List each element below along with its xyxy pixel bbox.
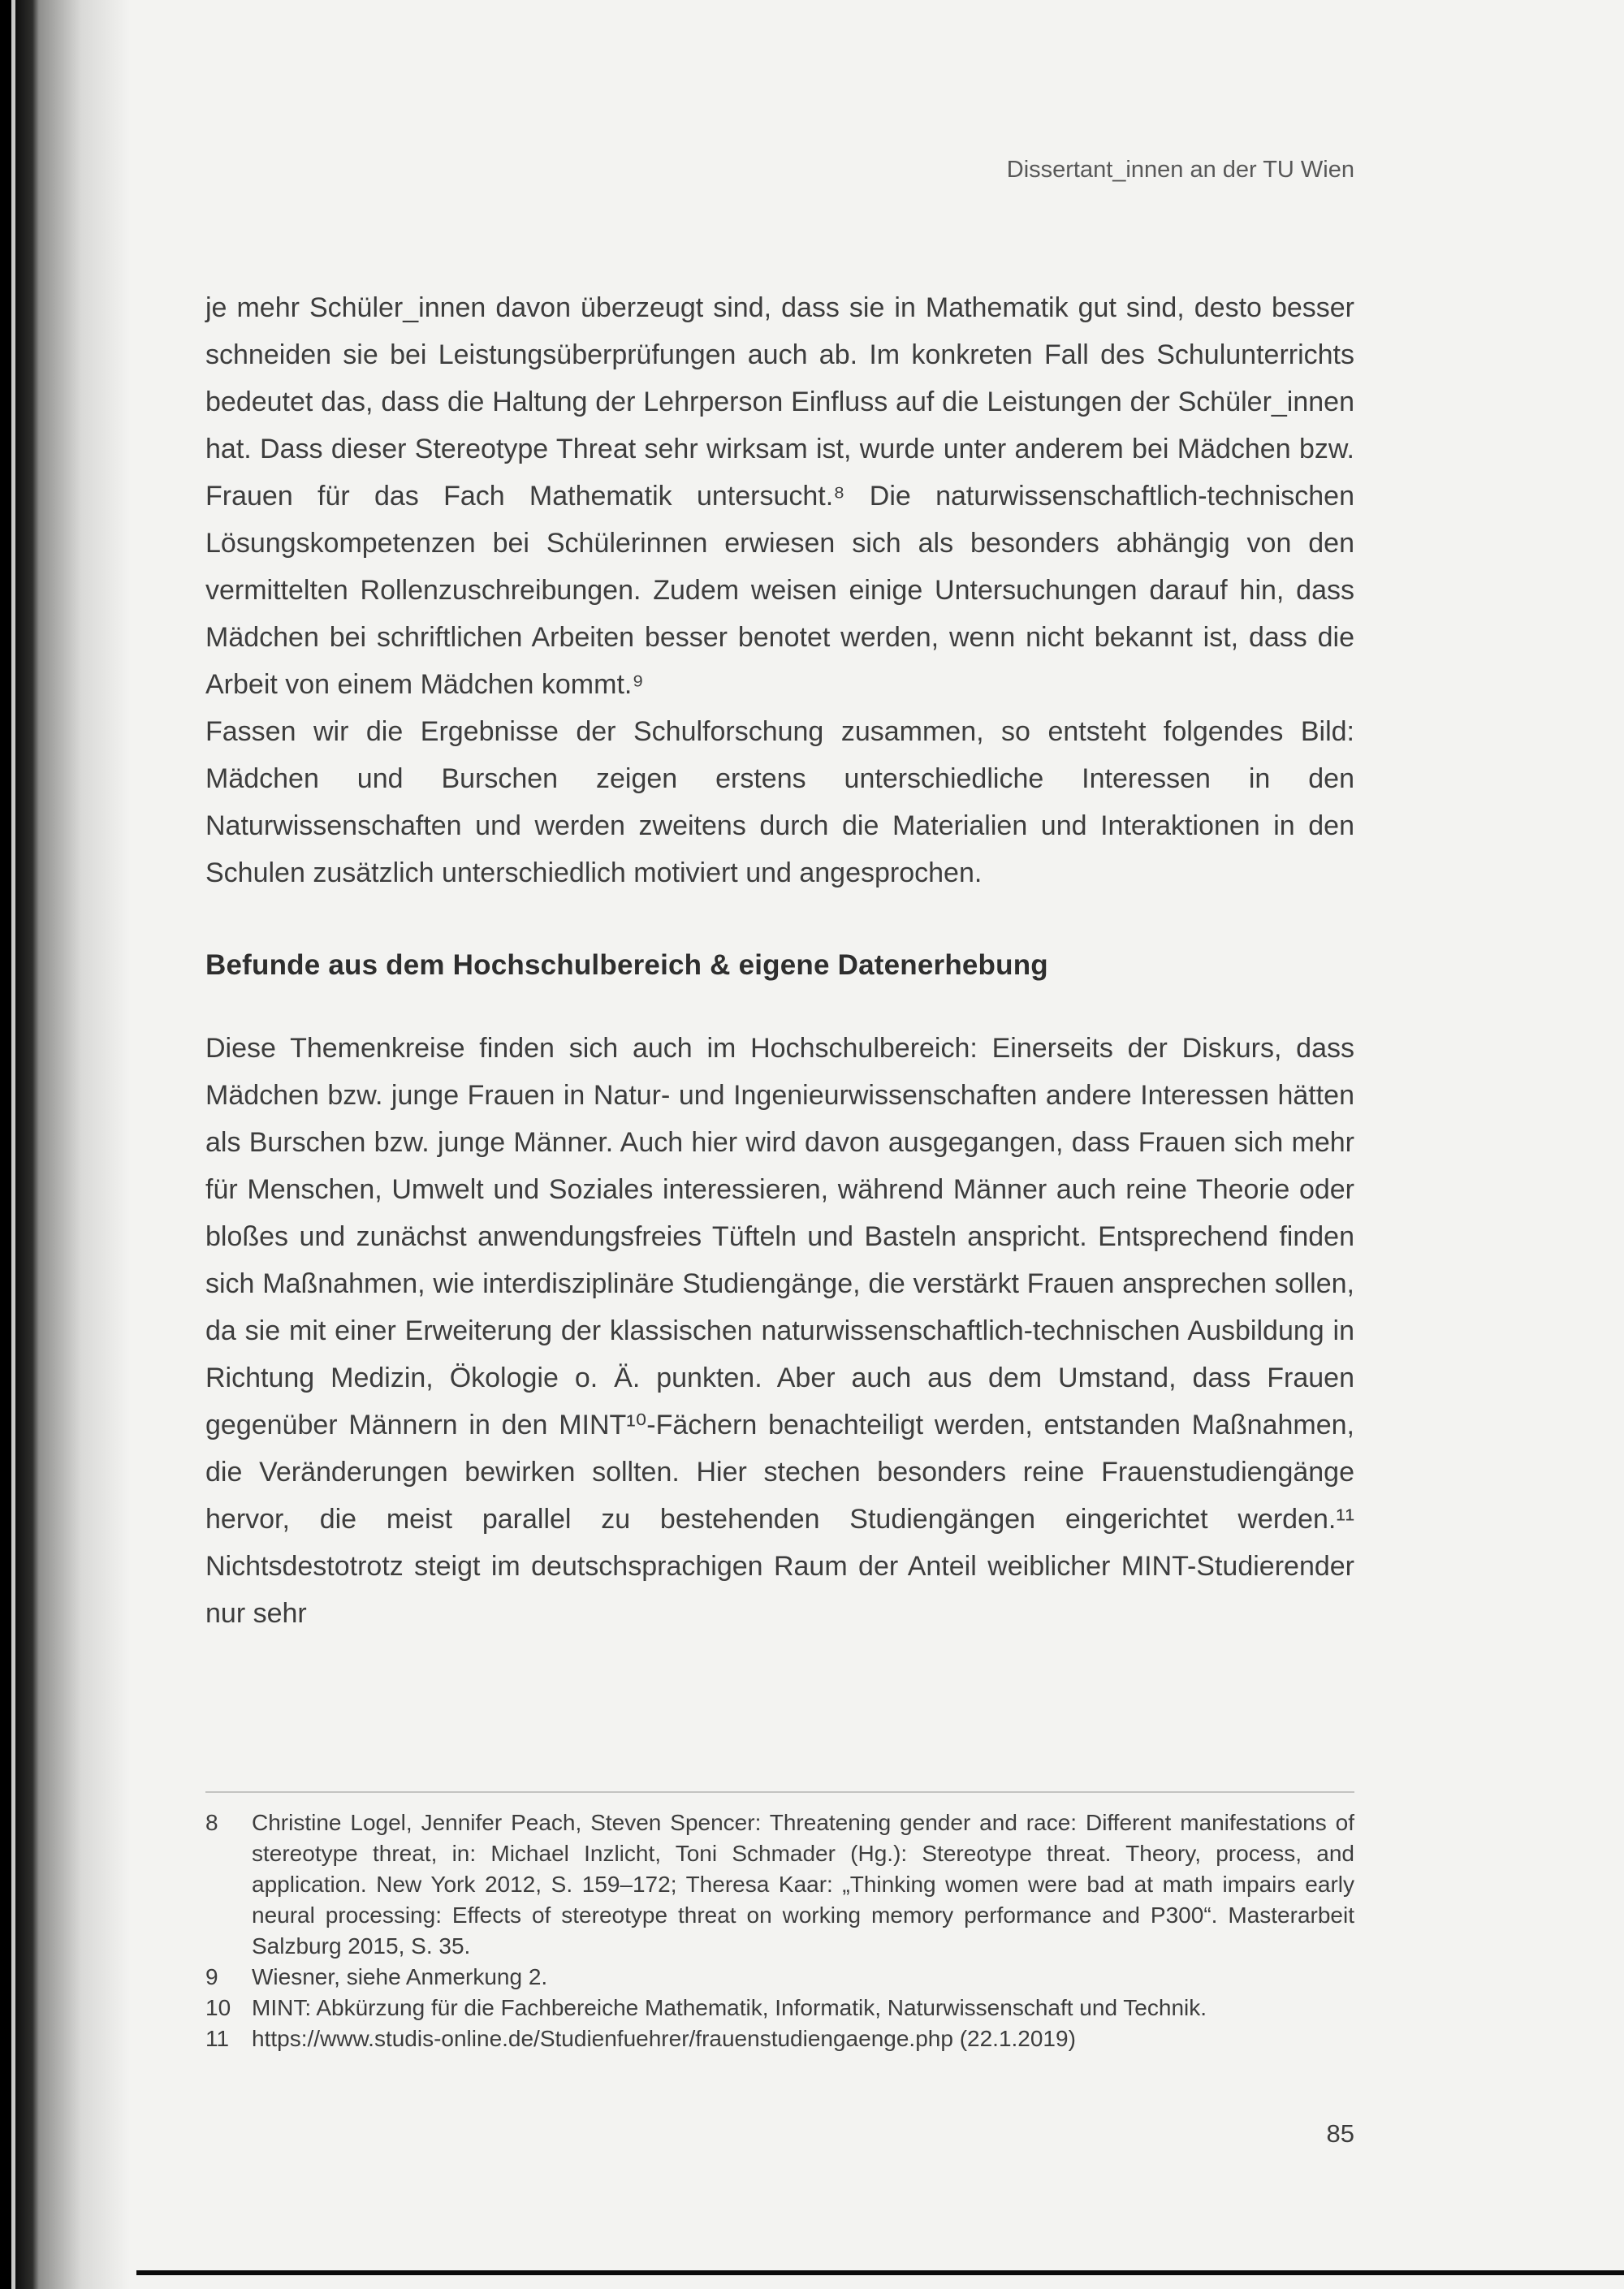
running-header: Dissertant_innen an der TU Wien (1006, 157, 1354, 183)
page-number: 85 (1326, 2119, 1354, 2148)
footnote-text: MINT: Abkürzung für die Fachbereiche Mathematik, Informatik, Naturwissenschaft und Technik. (252, 1995, 1207, 2020)
footnote-number: 9 (205, 1964, 218, 1989)
paragraph: Fassen wir die Ergebnisse der Schulforschung zusammen, so entsteht folgendes Bild: Mädchen und Burschen zeigen erstens unterschiedliche Interessen in den Naturwissenschaften und werden zweitens durch die Materialien und Interaktionen in den Schulen zusätzlich unterschiedlich motiviert und angesprochen. (205, 716, 1354, 888)
footnote-text: https://www.studis-online.de/Studienfuehrer/frauenstudiengaenge.php (22.1.2019) (252, 2026, 1076, 2051)
main-text-block (205, 284, 1354, 1637)
footnote-item (205, 1962, 1354, 1993)
book-binding-edge (0, 0, 130, 2289)
footnote-item (205, 1993, 1354, 2023)
footnote-text: Wiesner, siehe Anmerkung 2. (252, 1964, 548, 1989)
paragraph: je mehr Schüler_innen davon überzeugt sind, dass sie in Mathematik gut sind, desto besser schneiden sie bei Leistungsüberprüfungen auch ab. Im konkreten Fall des Schulunterrichts bedeutet das, dass die Haltung der Lehrperson Einfluss auf die Leistungen der Schüler_innen hat. Dass dieser Stereotype Threat sehr wirksam ist, wurde unter anderem bei Mädchen bzw. Frauen für das Fach Mathematik untersucht.⁸ Die naturwissenschaftlich-technischen Lösungskompetenzen bei Schülerinnen erwiesen sich als besonders abhängig von den vermittelten Rollenzuschreibungen. Zudem weisen einige Untersuchungen darauf hin, dass Mädchen bei schriftlichen Arbeiten besser benotet werden, wenn nicht bekannt ist, dass die Arbeit von einem Mädchen kommt.⁹ (205, 292, 1354, 700)
section-heading: Befunde aus dem Hochschulbereich & eigene Datenerhebung (205, 949, 1048, 981)
footnote-item (205, 1807, 1354, 1962)
footnotes-block (205, 1791, 1354, 2054)
footnote-number: 11 (205, 2026, 230, 2051)
footnote-text: Christine Logel, Jennifer Peach, Steven Spencer: Threatening gender and race: Different manifestations of stereotype threat, in: Michael Inzlicht, Toni Schmader (Hg.): Stereotype threat. Theory, process, and application. New York 2012, S. 159–172; Theresa Kaar: „Thinking women were bad at math impairs early neural processing: Effects of stereotype threat on working memory performance and P300“. Masterarbeit Salzburg 2015, S. 35. (252, 1810, 1354, 1959)
footnote-number: 8 (205, 1810, 218, 1835)
scan-artifact-line (136, 2270, 1624, 2275)
footnote-number: 10 (205, 1995, 231, 2020)
paragraph: Diese Themenkreise finden sich auch im Hochschulbereich: Einerseits der Diskurs, dass Mädchen bzw. junge Frauen in Natur- und Ingenieurwissenschaften andere Interessen hätten als Burschen bzw. junge Männer. Auch hier wird davon ausgegangen, dass Frauen sich mehr für Menschen, Umwelt und Soziales interessieren, während Männer auch reine Theorie oder bloßes und zunächst anwendungsfreies Tüfteln und Basteln anspricht. Entsprechend finden sich Maßnahmen, wie interdisziplinäre Studiengänge, die verstärkt Frauen ansprechen sollen, da sie mit einer Erweiterung der klassischen naturwissenschaftlich-technischen Ausbildung in Richtung Medizin, Ökologie o. Ä. punkten. Aber auch aus dem Umstand, dass Frauen gegenüber Männern in den MINT¹⁰-Fächern benachteiligt werden, entstanden Maßnahmen, die Veränderungen bewirken sollten. Hier stechen besonders reine Frauenstudiengänge hervor, die meist parallel zu bestehenden Studiengängen eingerichtet werden.¹¹ Nichtsdestotrotz steigt im deutschsprachigen Raum der Anteil weiblicher MINT-Studierender nur sehr (205, 1033, 1354, 1629)
footnote-item (205, 2023, 1354, 2054)
